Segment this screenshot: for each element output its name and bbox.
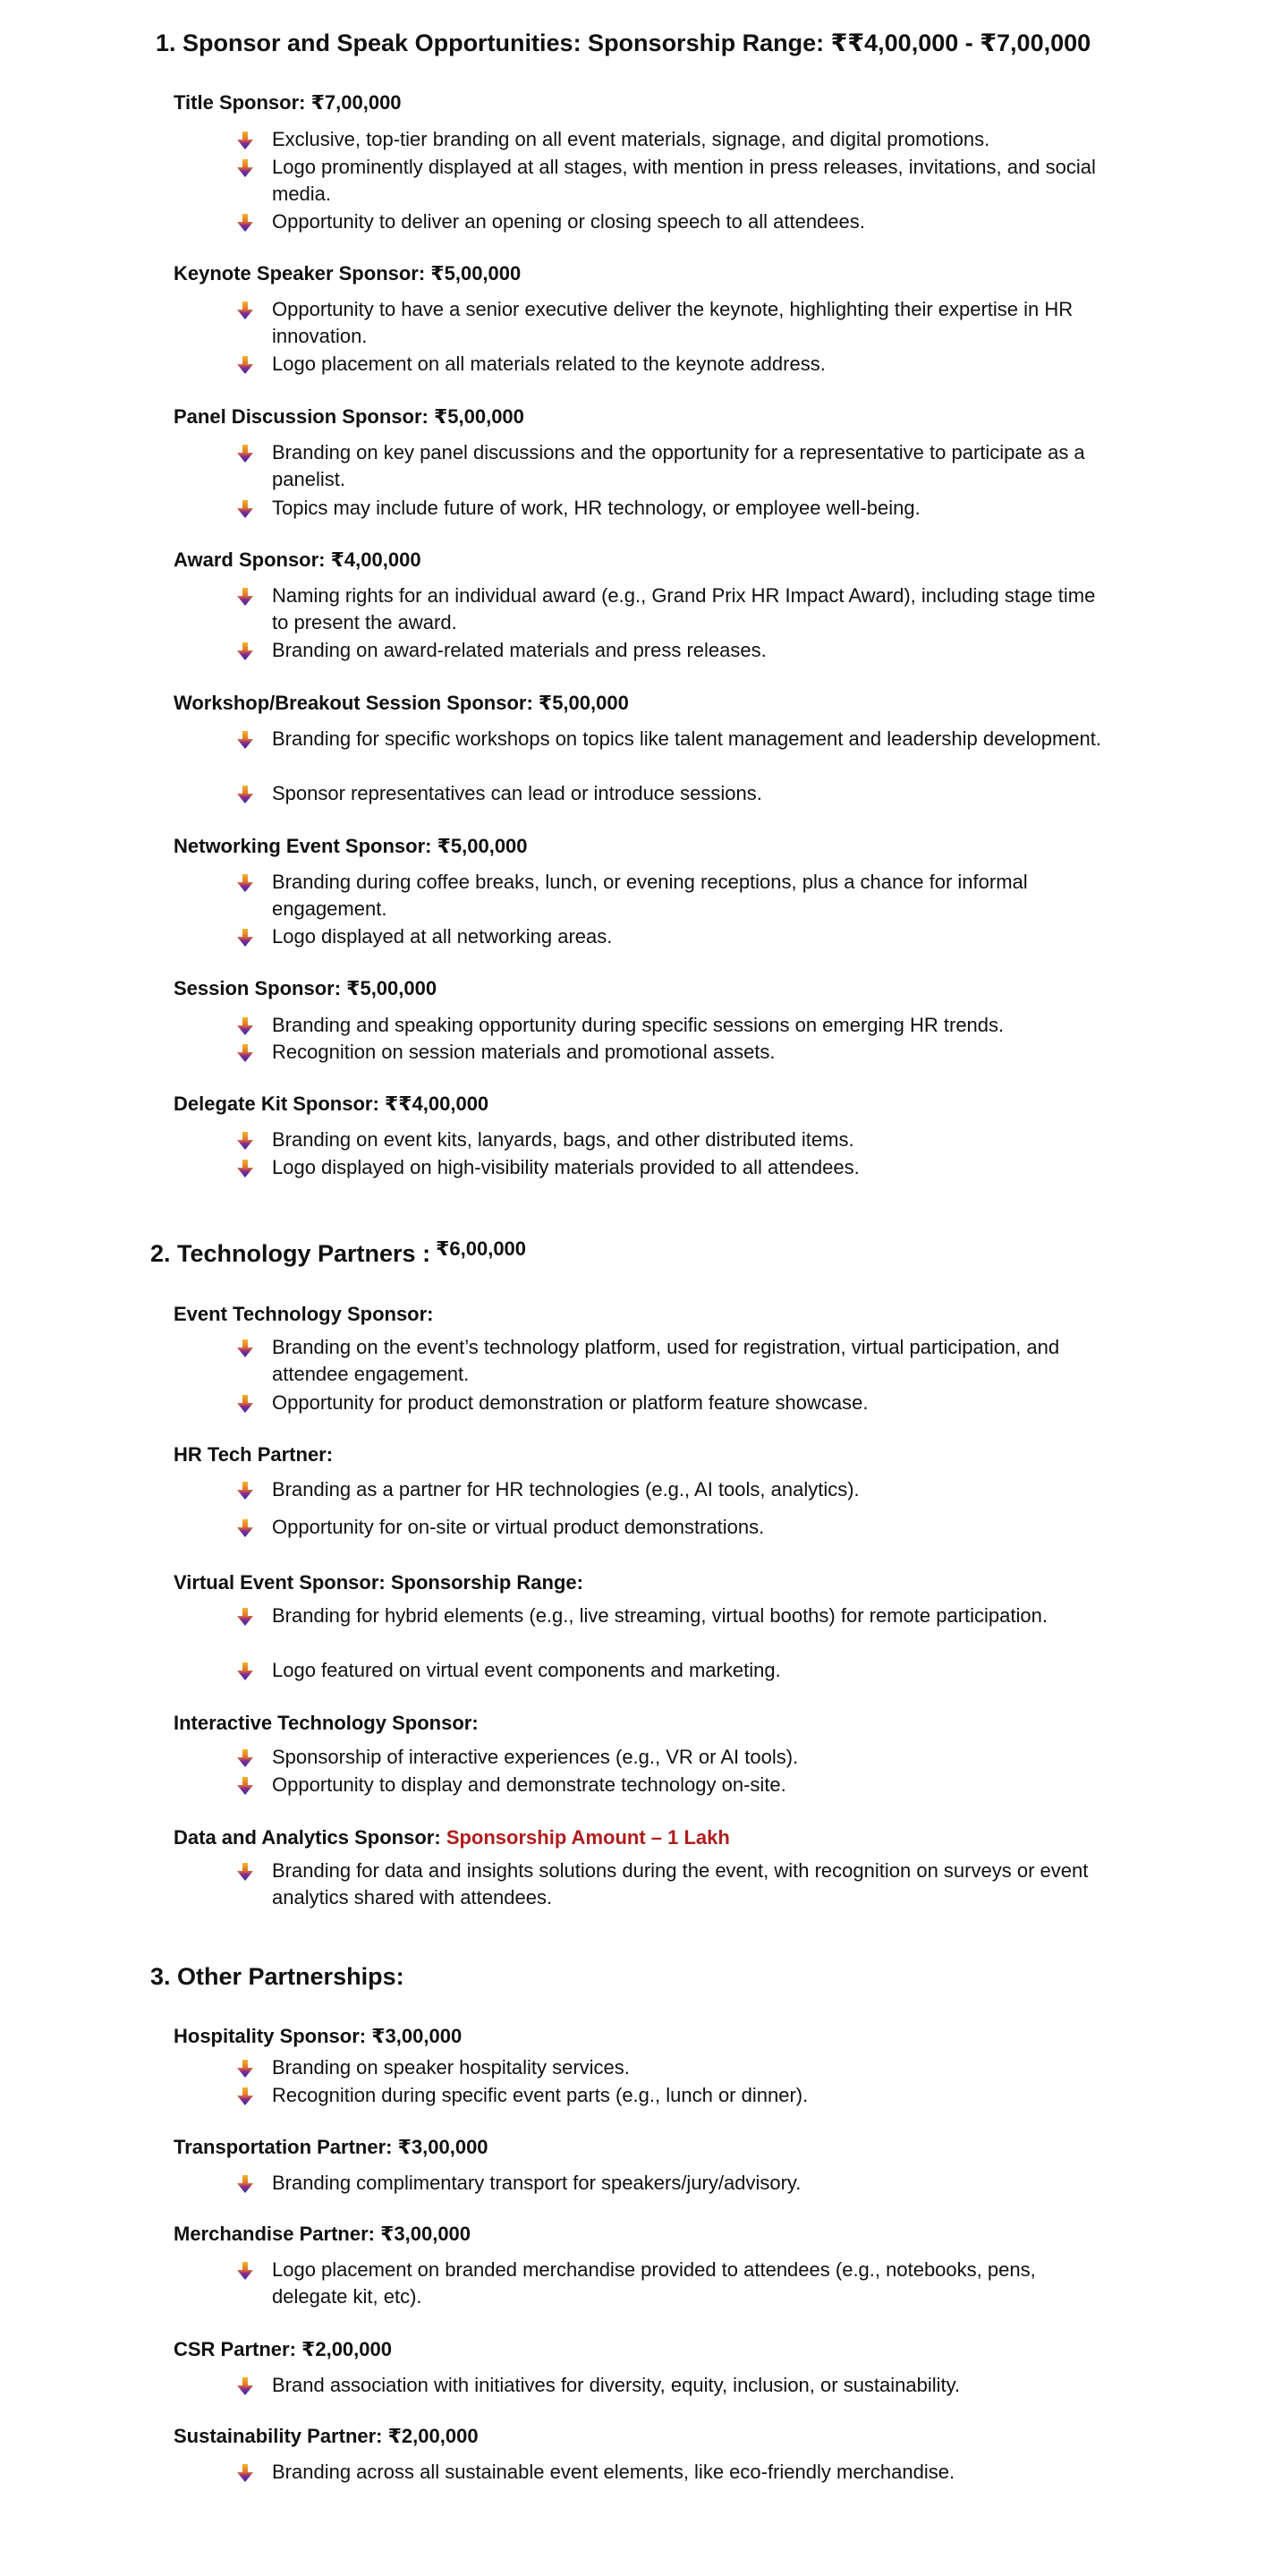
item-title-networking: Networking Event Sponsor: ₹5,00,000 [174,835,528,857]
item-title-interactive-tech: Interactive Technology Sponsor: [174,1712,479,1734]
item-title-sponsor: Title Sponsor: ₹7,00,000 [174,91,402,114]
arrow-down-icon [234,300,256,321]
arrow-down-icon [234,443,256,464]
sponsorship-amount-highlight: Sponsorship Amount – 1 Lakh [446,1826,730,1849]
arrow-down-icon [234,1130,256,1152]
item-title-panel: Panel Discussion Sponsor: ₹5,00,000 [174,405,524,428]
arrow-down-icon [234,354,256,376]
list-item: Branding for specific workshops on topics like talent management and leadership development. [234,726,1111,752]
list-item: Brand association with initiatives for diversity, equity, inclusion, or sustainability. [234,2372,1111,2399]
arrow-down-icon [234,212,256,234]
list-item: Branding as a partner for HR technologies (e.g., AI tools, analytics). [234,1476,1111,1503]
arrow-down-icon [234,1016,256,1037]
item-title-hr-tech: HR Tech Partner: [174,1443,334,1466]
list-item: Branding on event kits, lanyards, bags, and other distributed items. [234,1126,1111,1153]
arrow-down-icon [234,2260,256,2282]
arrow-down-icon [234,872,256,894]
list-item: Topics may include future of work, HR technology, or employee well-being. [234,495,1111,522]
arrow-down-icon [234,586,256,608]
list-item: Branding on the event’s technology platform, used for registration, virtual participation, and attendee engagement. [234,1334,1111,1388]
list-item: Logo displayed at all networking areas. [234,923,1111,950]
arrow-down-icon [234,130,256,151]
list-item: Logo featured on virtual event components and marketing. [234,1657,1111,1684]
arrow-down-icon [234,157,256,179]
list-item: Logo displayed on high-visibility materials provided to all attendees. [234,1154,1111,1181]
arrow-down-icon [234,784,256,805]
arrow-down-icon [234,1747,256,1769]
arrow-down-icon [234,1042,256,1064]
arrow-down-icon [234,1480,256,1501]
list-item: Branding on award-related materials and press releases. [234,637,1111,664]
list-item: Logo placement on all materials related to the keynote address. [234,351,1111,378]
list-item: Logo prominently displayed at all stages, with mention in press releases, invitations, and social media. [234,154,1111,208]
list-item: Exclusive, top-tier branding on all event materials, signage, and digital promotions. [234,126,1111,153]
arrow-down-icon [234,1518,256,1539]
arrow-down-icon [234,2058,256,2079]
section-2-title: 2. Technology Partners : $^{₹6,00,000}$ [150,1237,527,1267]
section-3-title: 3. Other Partnerships: [150,1963,404,1990]
item-title-keynote: Keynote Speaker Sponsor: ₹5,00,000 [174,262,522,285]
list-item: Branding complimentary transport for speakers/jury/advisory. [234,2170,1111,2197]
arrow-down-icon [234,1393,256,1415]
list-item: Branding during coffee breaks, lunch, or evening receptions, plus a chance for informal engagement. [234,869,1111,922]
list-item: Recognition during specific event parts (e.g., lunch or dinner). [234,2082,1111,2109]
arrow-down-icon [234,2086,256,2107]
list-item: Sponsorship of interactive experiences (e.g., VR or AI tools). [234,1744,1111,1771]
arrow-down-icon [234,1775,256,1797]
item-title-workshop: Workshop/Breakout Session Sponsor: ₹5,00,000 [174,692,629,714]
list-item: Branding on key panel discussions and the opportunity for a representative to participate as a panelist. [234,439,1111,493]
item-title-award: Award Sponsor: ₹4,00,000 [174,548,421,571]
arrow-down-icon [234,729,256,751]
list-item: Branding for hybrid elements (e.g., live streaming, virtual booths) for remote participation. [234,1603,1111,1629]
list-item: Branding for data and insights solutions during the event, with recognition on surveys or event analytics shared with attendees. [234,1858,1111,1911]
list-item: Naming rights for an individual award (e.g., Grand Prix HR Impact Award), including stage time to present the award. [234,582,1111,636]
item-title-delegate-kit: Delegate Kit Sponsor: ₹₹4,00,000 [174,1092,489,1115]
arrow-down-icon [234,498,256,520]
list-item: Branding across all sustainable event elements, like eco-friendly merchandise. [234,2459,1111,2486]
list-item: Opportunity to have a senior executive deliver the keynote, highlighting their expertise in HR innovation. [234,296,1111,350]
list-item: Branding on speaker hospitality services. [234,2054,1111,2081]
arrow-down-icon [234,1861,256,1883]
arrow-down-icon [234,2462,256,2484]
list-item: Opportunity for product demonstration or platform feature showcase. [234,1390,1111,1416]
list-item: Opportunity to display and demonstrate technology on-site. [234,1772,1111,1798]
list-item: Opportunity for on-site or virtual product demonstrations. [234,1514,1111,1541]
item-title-csr: CSR Partner: ₹2,00,000 [174,2338,392,2360]
arrow-down-icon [234,641,256,662]
list-item: Opportunity to deliver an opening or closing speech to all attendees. [234,208,1111,235]
item-title-hospitality: Hospitality Sponsor: ₹3,00,000 [174,2025,463,2047]
arrow-down-icon [234,2376,256,2397]
arrow-down-icon [234,1158,256,1179]
item-title-sustainability: Sustainability Partner: ₹2,00,000 [174,2425,479,2447]
section-1-title: 1. Sponsor and Speak Opportunities: Sponsorship Range: ₹₹4,00,000 - ₹7,00,000 [156,30,1091,56]
item-title-data-analytics: Data and Analytics Sponsor: Sponsorship Amount – 1 Lakh [174,1826,730,1849]
list-item: Branding and speaking opportunity during specific sessions on emerging HR trends. [234,1012,1111,1039]
list-item: Sponsor representatives can lead or introduce sessions. [234,780,1111,807]
section-2-amount: ₹6,00,000 [436,1237,527,1260]
list-item: Logo placement on branded merchandise provided to attendees (e.g., notebooks, pens, delegate kit, etc). [234,2257,1111,2310]
arrow-down-icon [234,1338,256,1359]
item-title-virtual-event: Virtual Event Sponsor: Sponsorship Range: [174,1571,583,1594]
arrow-down-icon [234,1661,256,1682]
item-title-transportation: Transportation Partner: ₹3,00,000 [174,2136,488,2158]
list-item: Recognition on session materials and promotional assets. [234,1039,1111,1066]
arrow-down-icon [234,1606,256,1628]
item-title-session: Session Sponsor: ₹5,00,000 [174,977,437,999]
arrow-down-icon [234,927,256,948]
item-title-event-tech: Event Technology Sponsor: [174,1303,434,1325]
item-title-merchandise: Merchandise Partner: ₹3,00,000 [174,2223,471,2245]
arrow-down-icon [234,2173,256,2195]
